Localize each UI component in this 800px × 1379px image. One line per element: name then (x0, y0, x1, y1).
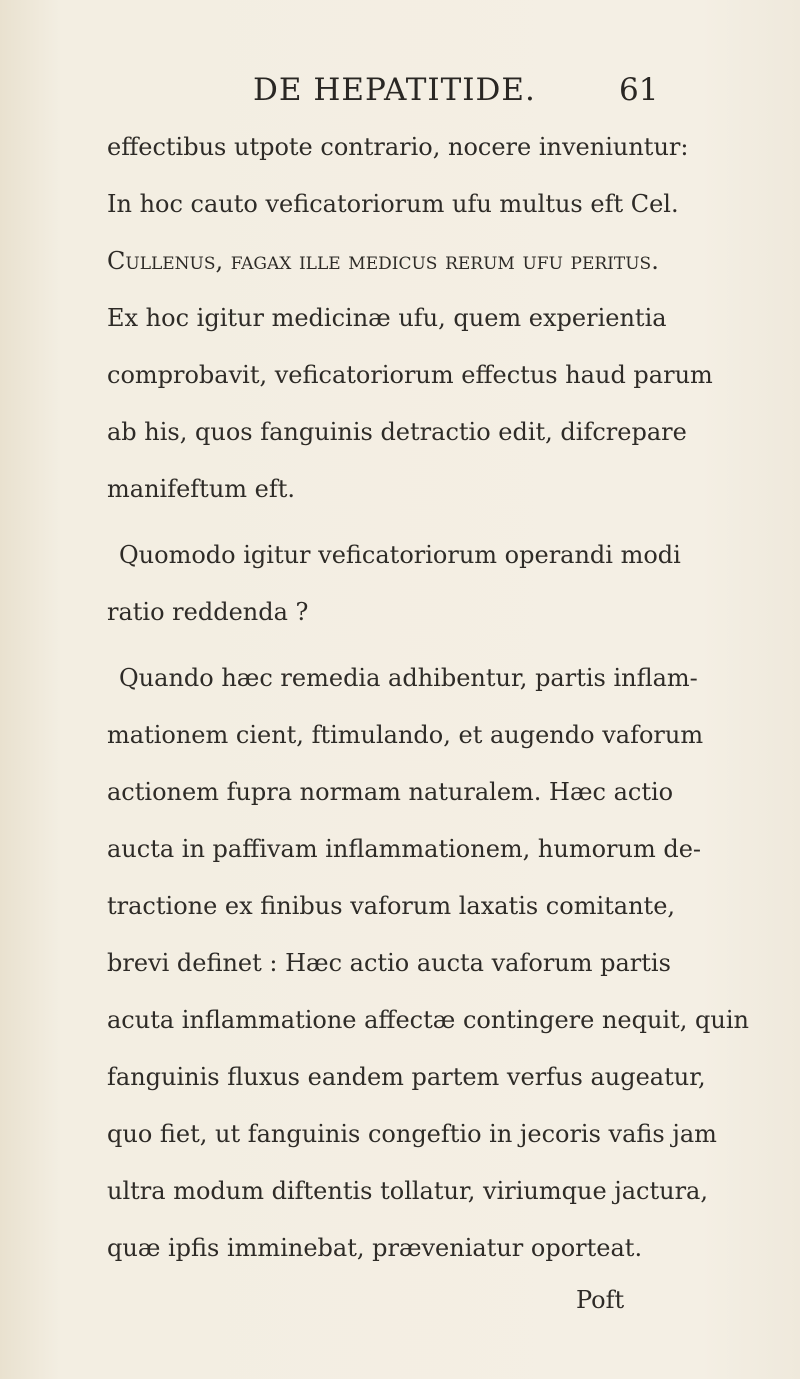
text-line: Ex hoc igitur medicinæ ufu, quem experientia (107, 304, 667, 332)
text-line: Quando hæc remedia adhibentur, partis inflam- (119, 664, 698, 692)
running-title: DE HEPATITIDE. (253, 72, 536, 108)
text-line: acuta inflammatione affectæ contingere nequit, quin (107, 1006, 749, 1034)
text-line: ab his, quos fanguinis detractio edit, difcrepare (107, 418, 687, 446)
page-number: 61 (619, 72, 659, 108)
text-line: quæ ipfis imminebat, præveniatur oporteat. (107, 1234, 643, 1262)
text-line: ratio reddenda ? (107, 598, 309, 626)
text-line: fanguinis fluxus eandem partem verfus augeatur, (107, 1063, 706, 1091)
text-line: brevi definet : Hæc actio aucta vaforum partis (107, 949, 671, 977)
text-line: Cullenus, fagax ille medicus rerum ufu peritus. (107, 247, 659, 275)
text-line: effectibus utpote contrario, nocere inveniuntur: (107, 133, 689, 161)
text-line: actionem fupra normam naturalem. Hæc actio (107, 778, 674, 806)
text-line: In hoc cauto veficatoriorum ufu multus eft Cel. (107, 190, 679, 218)
catchword: Poft (576, 1286, 625, 1314)
text-line: tractione ex finibus vaforum laxatis comitante, (107, 892, 676, 920)
text-line: quo fiet, ut fanguinis congeftio in jecoris vafis jam (107, 1120, 717, 1148)
text-line: comprobavit, veficatoriorum effectus haud parum (107, 361, 713, 389)
text-line: ultra modum diftentis tollatur, viriumque jactura, (107, 1177, 708, 1205)
text-line: aucta in paffivam inflammationem, humorum de- (107, 835, 702, 863)
text-line: Quomodo igitur veficatoriorum operandi modi (119, 541, 681, 569)
text-line: mationem cient, ftimulando, et augendo vaforum (107, 721, 704, 749)
text-line: manifeftum eft. (107, 475, 296, 503)
